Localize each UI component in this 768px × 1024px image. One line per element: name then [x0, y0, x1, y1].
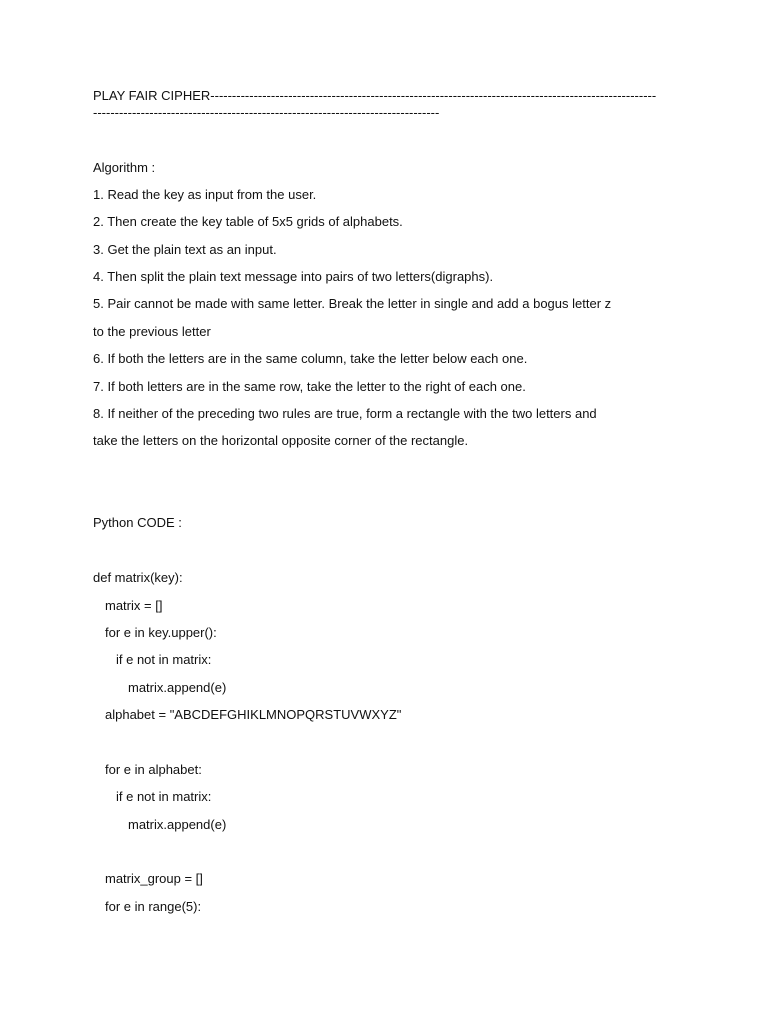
code-line: matrix.append(e) — [128, 817, 227, 832]
code-line: for e in range(5): — [105, 899, 202, 914]
code-line: matrix.append(e) — [128, 680, 227, 695]
algorithm-heading: Algorithm : — [93, 160, 156, 175]
algorithm-step: 3. Get the plain text as an input. — [93, 242, 277, 257]
code-line: if e not in matrix: — [116, 789, 212, 804]
code-line: alphabet = "ABCDEFGHIKLMNOPQRSTUVWXYZ" — [105, 707, 402, 722]
code-line: for e in key.upper(): — [105, 625, 217, 640]
code-heading: Python CODE : — [93, 515, 182, 530]
algorithm-step: 1. Read the key as input from the user. — [93, 187, 317, 202]
code-line: matrix = [] — [105, 598, 163, 613]
algorithm-step: 7. If both letters are in the same row, take the letter to the right of each one. — [93, 379, 526, 394]
document-title: PLAY FAIR CIPHER------------------------------------------------------------------------------------------------------- — [93, 88, 657, 103]
code-line: for e in alphabet: — [105, 762, 202, 777]
code-line: if e not in matrix: — [116, 652, 212, 667]
algorithm-step: 6. If both the letters are in the same column, take the letter below each one. — [93, 351, 528, 366]
algorithm-step: 4. Then split the plain text message into pairs of two letters(digraphs). — [93, 269, 494, 284]
code-line: def matrix(key): — [93, 570, 183, 585]
algorithm-step: 8. If neither of the preceding two rules are true, form a rectangle with the two letters and — [93, 406, 597, 421]
algorithm-step: 2. Then create the key table of 5x5 grids of alphabets. — [93, 214, 403, 229]
algorithm-step: 5. Pair cannot be made with same letter. Break the letter in single and add a bogus letter z — [93, 296, 612, 311]
algorithm-step-continuation: to the previous letter — [93, 324, 211, 339]
algorithm-step-continuation: take the letters on the horizontal opposite corner of the rectangle. — [93, 433, 469, 448]
code-line: matrix_group = [] — [105, 871, 203, 886]
title-divider: -------------------------------------------------------------------------------- — [93, 105, 440, 120]
